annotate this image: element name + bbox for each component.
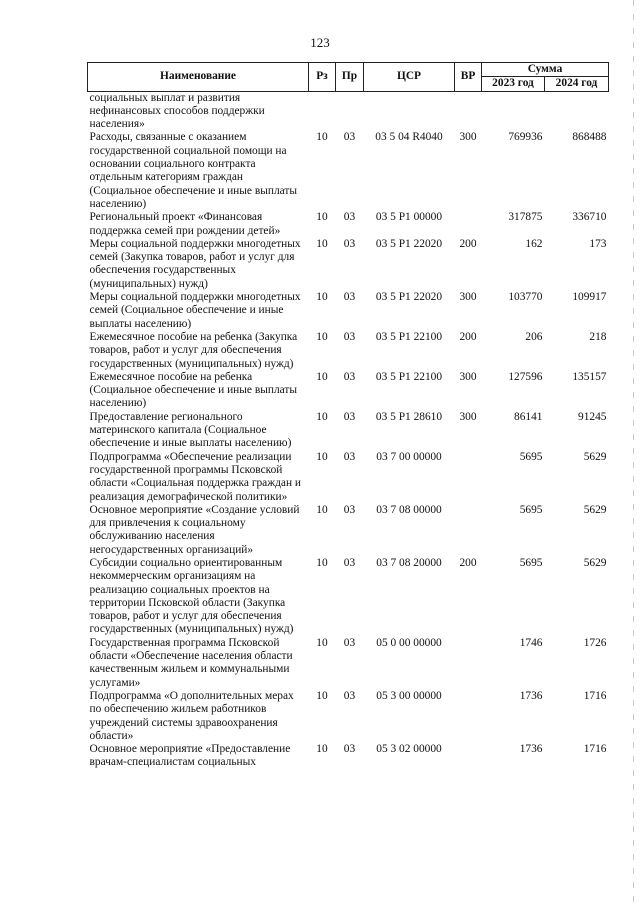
cell-vr: 300 <box>459 131 477 144</box>
header-csr: ЦСР <box>364 63 455 92</box>
cell-sum-2024: 173 <box>589 237 607 250</box>
cell-vr: 200 <box>459 330 477 343</box>
cell-csr: 03 7 08 00000 <box>376 503 442 516</box>
cell-sum-2023: 162 <box>525 237 543 250</box>
page-number: 123 <box>310 35 330 50</box>
cell-name: Государственная программа Псковской области «Обеспечение населения области качественным жильем и коммунальными услугами» <box>89 636 293 689</box>
cell-pr: 03 <box>343 503 356 516</box>
cell-sum-2023: 1736 <box>519 689 543 702</box>
cell-name: Основное мероприятие «Предоставление врачам-специалистам социальных <box>89 743 291 769</box>
cell-sum-2023: 86141 <box>514 410 543 423</box>
cell-rz: 10 <box>316 636 328 649</box>
header-year-2023: 2023 год <box>482 77 545 91</box>
cell-csr: 03 5 P1 22100 <box>375 370 443 383</box>
cell-sum-2024: 1726 <box>583 636 607 649</box>
cell-name: Субсидии социально ориентированным некоммерческим организациям на реализацию социальных проектов на территории Псковской области (Закупка товаров, работ и услуг для обеспечения государственных (муниципальных) нужд) <box>89 556 294 636</box>
cell-pr: 03 <box>343 450 356 463</box>
cell-sum-2024: 336710 <box>572 211 607 224</box>
cell-sum-2024: 5629 <box>583 503 607 516</box>
cell-rz: 10 <box>316 370 328 383</box>
table-row <box>88 504 609 557</box>
header-vr: ВР <box>455 63 482 92</box>
header-sum: Сумма <box>482 63 609 77</box>
cell-vr <box>455 211 482 238</box>
cell-sum-2023: 5695 <box>519 450 543 463</box>
cell-sum-2024: 1716 <box>583 689 607 702</box>
cell-rz: 10 <box>316 131 328 144</box>
cell-name: Подпрограмма «Обеспечение реализации государственной программы Псковской области «Социальная поддержка граждан и реализация демографической политики» <box>89 450 301 503</box>
header-rz: Рз <box>309 63 336 92</box>
table-row <box>88 411 609 451</box>
cell-rz: 10 <box>316 556 328 569</box>
cell-csr: 05 3 02 00000 <box>376 743 442 756</box>
cell-pr: 03 <box>343 291 356 304</box>
cell-csr: 03 5 P1 22020 <box>375 237 443 250</box>
cell-name: социальных выплат и развития нефинансовых способов поддержки населения» <box>89 91 265 131</box>
cell-rz: 10 <box>316 410 328 423</box>
budget-table <box>87 62 609 770</box>
cell-vr: 300 <box>459 291 477 304</box>
cell-name: Региональный проект «Финансовая поддержка семей при рождении детей» <box>89 211 281 237</box>
cell-name: Расходы, связанные с оказанием государственной социальной помощи на основании социального контракта отдельным категориям граждан (Социальное обеспечение и иные выплаты населению) <box>89 131 298 210</box>
cell-csr: 03 5 P1 22100 <box>375 330 443 343</box>
cell-rz: 10 <box>316 237 328 250</box>
table-row <box>88 557 609 637</box>
cell-sum-2024: 218 <box>589 330 607 343</box>
cell-sum-2024: 91245 <box>578 410 607 423</box>
cell-sum-2023: 5695 <box>519 556 543 569</box>
cell-vr <box>455 637 482 690</box>
cell-sum-2023: 769936 <box>508 131 543 144</box>
cell-vr <box>455 743 482 770</box>
cell-pr: 03 <box>343 211 356 224</box>
cell-vr: 200 <box>459 237 477 250</box>
cell-rz: 10 <box>316 330 328 343</box>
cell-vr <box>455 91 482 131</box>
cell-name: Основное мероприятие «Создание условий для привлечения к социальному обслуживанию населения негосударственных организаций» <box>89 503 300 556</box>
cell-csr: 03 7 08 20000 <box>376 556 442 569</box>
cell-sum-2023: 5695 <box>519 503 543 516</box>
cell-csr: 03 5 P1 28610 <box>375 410 443 423</box>
scan-edge-mark <box>633 0 634 905</box>
cell-csr: 03 5 04 R4040 <box>375 131 443 144</box>
cell-name: Ежемесячное пособие на ребенка (Социальное обеспечение и иные выплаты населению) <box>89 370 298 410</box>
cell-sum-2024: 5629 <box>583 556 607 569</box>
cell-vr: 300 <box>459 370 477 383</box>
table-row <box>88 91 609 131</box>
table-row <box>88 371 609 411</box>
cell-pr: 03 <box>343 556 356 569</box>
cell-sum-2023: 206 <box>525 330 543 343</box>
cell-pr: 03 <box>343 743 356 756</box>
table-row <box>88 451 609 504</box>
table-row <box>88 131 609 211</box>
cell-pr: 03 <box>343 237 356 250</box>
cell-sum-2024: 5629 <box>583 450 607 463</box>
cell-name: Предоставление регионального материнского капитала (Социальное обеспечение и иные выплаты населению) <box>89 410 292 450</box>
cell-rz: 10 <box>316 450 328 463</box>
table-row <box>88 291 609 331</box>
table-row <box>88 238 609 291</box>
cell-sum-2023: 1746 <box>519 636 543 649</box>
cell-pr: 03 <box>343 330 356 343</box>
table-row <box>88 331 609 371</box>
cell-vr <box>455 504 482 557</box>
cell-csr: 05 0 00 00000 <box>376 636 442 649</box>
cell-vr <box>455 451 482 504</box>
cell-vr <box>455 690 482 743</box>
cell-rz: 10 <box>316 211 328 224</box>
cell-name: Ежемесячное пособие на ребенка (Закупка товаров, работ и услуг для обеспечения государственных (муниципальных) нужд) <box>89 330 298 370</box>
cell-csr: 03 5 P1 00000 <box>375 211 443 224</box>
cell-pr: 03 <box>343 689 356 702</box>
header-name: Наименование <box>88 63 309 92</box>
table-row <box>88 690 609 743</box>
cell-csr: 03 5 P1 22020 <box>375 291 443 304</box>
cell-sum-2023: 317875 <box>508 211 543 224</box>
table-body <box>88 91 609 770</box>
table-header <box>88 63 609 92</box>
cell-rz <box>309 91 336 131</box>
cell-sum-2023: 1736 <box>519 743 543 756</box>
cell-pr: 03 <box>343 370 356 383</box>
table-row <box>88 637 609 690</box>
cell-sum-2024 <box>545 91 609 131</box>
cell-name: Подпрограмма «О дополнительных мерах по обеспечению жильем работников учреждений системы здравоохранения области» <box>89 689 294 742</box>
cell-sum-2024: 109917 <box>572 291 607 304</box>
cell-name: Меры социальной поддержки многодетных семей (Закупка товаров, работ и услуг для обеспечения государственных (муниципальных) нужд) <box>89 237 301 290</box>
cell-rz: 10 <box>316 291 328 304</box>
cell-csr: 05 3 00 00000 <box>376 689 442 702</box>
cell-sum-2024: 868488 <box>572 131 607 144</box>
cell-vr: 200 <box>459 556 477 569</box>
cell-pr: 03 <box>343 131 356 144</box>
cell-rz: 10 <box>316 743 328 756</box>
cell-sum-2024: 135157 <box>572 370 607 383</box>
cell-sum-2023: 127596 <box>508 370 543 383</box>
table-row <box>88 211 609 238</box>
cell-vr: 300 <box>459 410 477 423</box>
cell-sum-2024: 1716 <box>583 743 607 756</box>
cell-rz: 10 <box>316 689 328 702</box>
header-pr: Пр <box>336 63 364 92</box>
cell-sum-2023: 103770 <box>508 291 543 304</box>
cell-pr <box>336 91 364 131</box>
cell-pr: 03 <box>343 636 356 649</box>
cell-rz: 10 <box>316 503 328 516</box>
cell-csr: 03 7 00 00000 <box>376 450 442 463</box>
cell-pr: 03 <box>343 410 356 423</box>
cell-name: Меры социальной поддержки многодетных семей (Социальное обеспечение и иные выплаты населению) <box>89 291 301 330</box>
cell-csr <box>364 91 455 131</box>
cell-sum-2023 <box>482 91 545 131</box>
header-year-2024: 2024 год <box>545 77 609 91</box>
table-row <box>88 743 609 770</box>
